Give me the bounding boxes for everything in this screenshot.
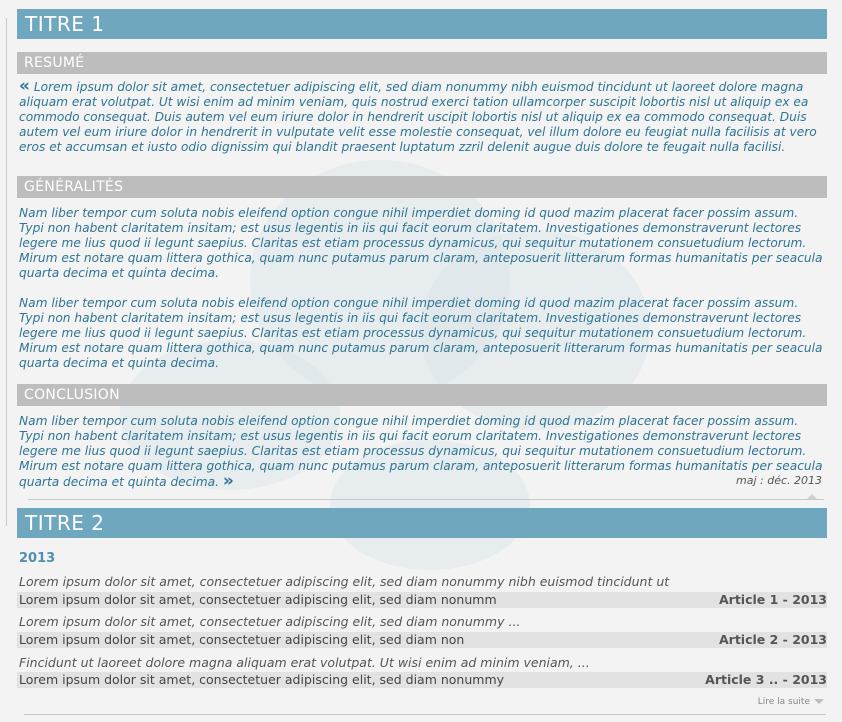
article-1-summary: Lorem ipsum dolor sit amet, consectetuer adipiscing elit, sed diam nonummy nibh euismod tincidunt ut xyxy=(19,574,670,589)
section-2-title: TITRE 2 xyxy=(17,508,827,538)
update-date: maj : déc. 2013 xyxy=(736,474,822,487)
resume-heading: RESUMÉ xyxy=(17,52,827,74)
close-quote-icon: » xyxy=(222,471,234,491)
year-label: 2013 xyxy=(19,551,56,566)
read-more-label[interactable]: Lire la suite xyxy=(757,697,810,707)
conclusion-heading: CONCLUSION xyxy=(17,384,827,406)
article-1-title[interactable]: Lorem ipsum dolor sit amet, consectetuer adipiscing elit, sed diam nonumm xyxy=(19,592,497,607)
left-rule xyxy=(6,18,7,526)
article-1-tag[interactable]: Article 1 - 2013 xyxy=(718,592,827,607)
section-2-divider xyxy=(24,714,826,715)
scroll-up-icon[interactable] xyxy=(807,494,817,499)
article-2-tag[interactable]: Article 2 - 2013 xyxy=(718,632,827,647)
section-1-divider xyxy=(28,499,824,500)
resume-text xyxy=(19,76,825,155)
read-more-link[interactable] xyxy=(758,697,824,707)
generalites-paragraph-2: Nam liber tempor cum soluta nobis eleifend option congue nihil imperdiet doming id quod mazim placerat facer possim assum. Typi non habent claritatem insitam; est usus legentis in iis qui facit eorum claritatem. Investigationes demonstraverunt lectores legere me lius quod ii legunt saepius. Claritas est etiam processus dynamicus, qui sequitur mutationem consuetudium lectorum. Mirum est notare quam littera gothica, quam nunc putamus parum claram, anteposuerit litterarum formas humanitatis per seacula quarta decima et quinta decima. xyxy=(19,296,823,370)
chevron-down-icon xyxy=(814,699,824,704)
conclusion-text xyxy=(19,414,825,490)
open-quote-icon: « xyxy=(19,76,30,96)
article-3-row[interactable] xyxy=(17,672,827,688)
conclusion-body: Nam liber tempor cum soluta nobis eleifend option congue nihil imperdiet doming id quod mazim placerat facer possim assum. Typi non habent claritatem insitam; est usus legentis in iis qui facit eorum claritatem. Investigationes demonstraverunt lectores legere me lius quod ii legunt saepius. Claritas est etiam processus dynamicus, qui sequitur mutationem consuetudium lectorum. Mirum est notare quam littera gothica, quam nunc putamus parum claram, anteposuerit litterarum formas humanitatis per seacula quarta decima et quinta decima. xyxy=(19,414,823,489)
generalites-paragraph-1: Nam liber tempor cum soluta nobis eleifend option congue nihil imperdiet doming id quod mazim placerat facer possim assum. Typi non habent claritatem insitam; est usus legentis in iis qui facit eorum claritatem. Investigationes demonstraverunt lectores legere me lius quod ii legunt saepius. Claritas est etiam processus dynamicus, qui sequitur mutationem consuetudium lectorum. Mirum est notare quam littera gothica, quam nunc putamus parum claram, anteposuerit litterarum formas humanitatis per seacula quarta decima et quinta decima. xyxy=(19,206,823,280)
generalites-heading: GÉNÉRALITÉS xyxy=(17,176,827,198)
article-2-row[interactable] xyxy=(17,632,827,648)
section-1-title: TITRE 1 xyxy=(17,9,827,39)
resume-body: Lorem ipsum dolor sit amet, consectetuer adipiscing elit, sed diam nonummy nibh euismod tincidunt ut laoreet dolore magna aliquam erat volutpat. Ut wisi enim ad minim veniam, quis nostrud exerci tation ullamcorper suscipit lobortis nisl ut aliquip ex ea commodo consequat. Duis autem vel eum iriure dolor in hendrerit uscipit lobortis nisl ut aliquip ex ea commodo consequat. Duis autem vel eum iriure dolor in hendrerit in vulputate velit esse molestie consequat, vel illum dolore eu feugiat nulla facilisis at vero eros et accumsan et iusto odio dignissim qui blandit praesent luptatum zzril delenit augue duis dolore te feugait nulla facilisi. xyxy=(19,80,817,154)
article-3-title[interactable]: Lorem ipsum dolor sit amet, consectetuer adipiscing elit, sed diam nonummy xyxy=(19,672,505,687)
article-2-title[interactable]: Lorem ipsum dolor sit amet, consectetuer adipiscing elit, sed diam non xyxy=(19,632,465,647)
article-1-row[interactable] xyxy=(17,592,827,608)
article-3-summary: Fincidunt ut laoreet dolore magna aliquam erat volutpat. Ut wisi enim ad minim veniam, ... xyxy=(19,655,590,670)
article-2-summary: Lorem ipsum dolor sit amet, consectetuer adipiscing elit, sed diam nonummy ... xyxy=(19,614,521,629)
article-3-tag[interactable]: Article 3 .. - 2013 xyxy=(705,672,827,687)
